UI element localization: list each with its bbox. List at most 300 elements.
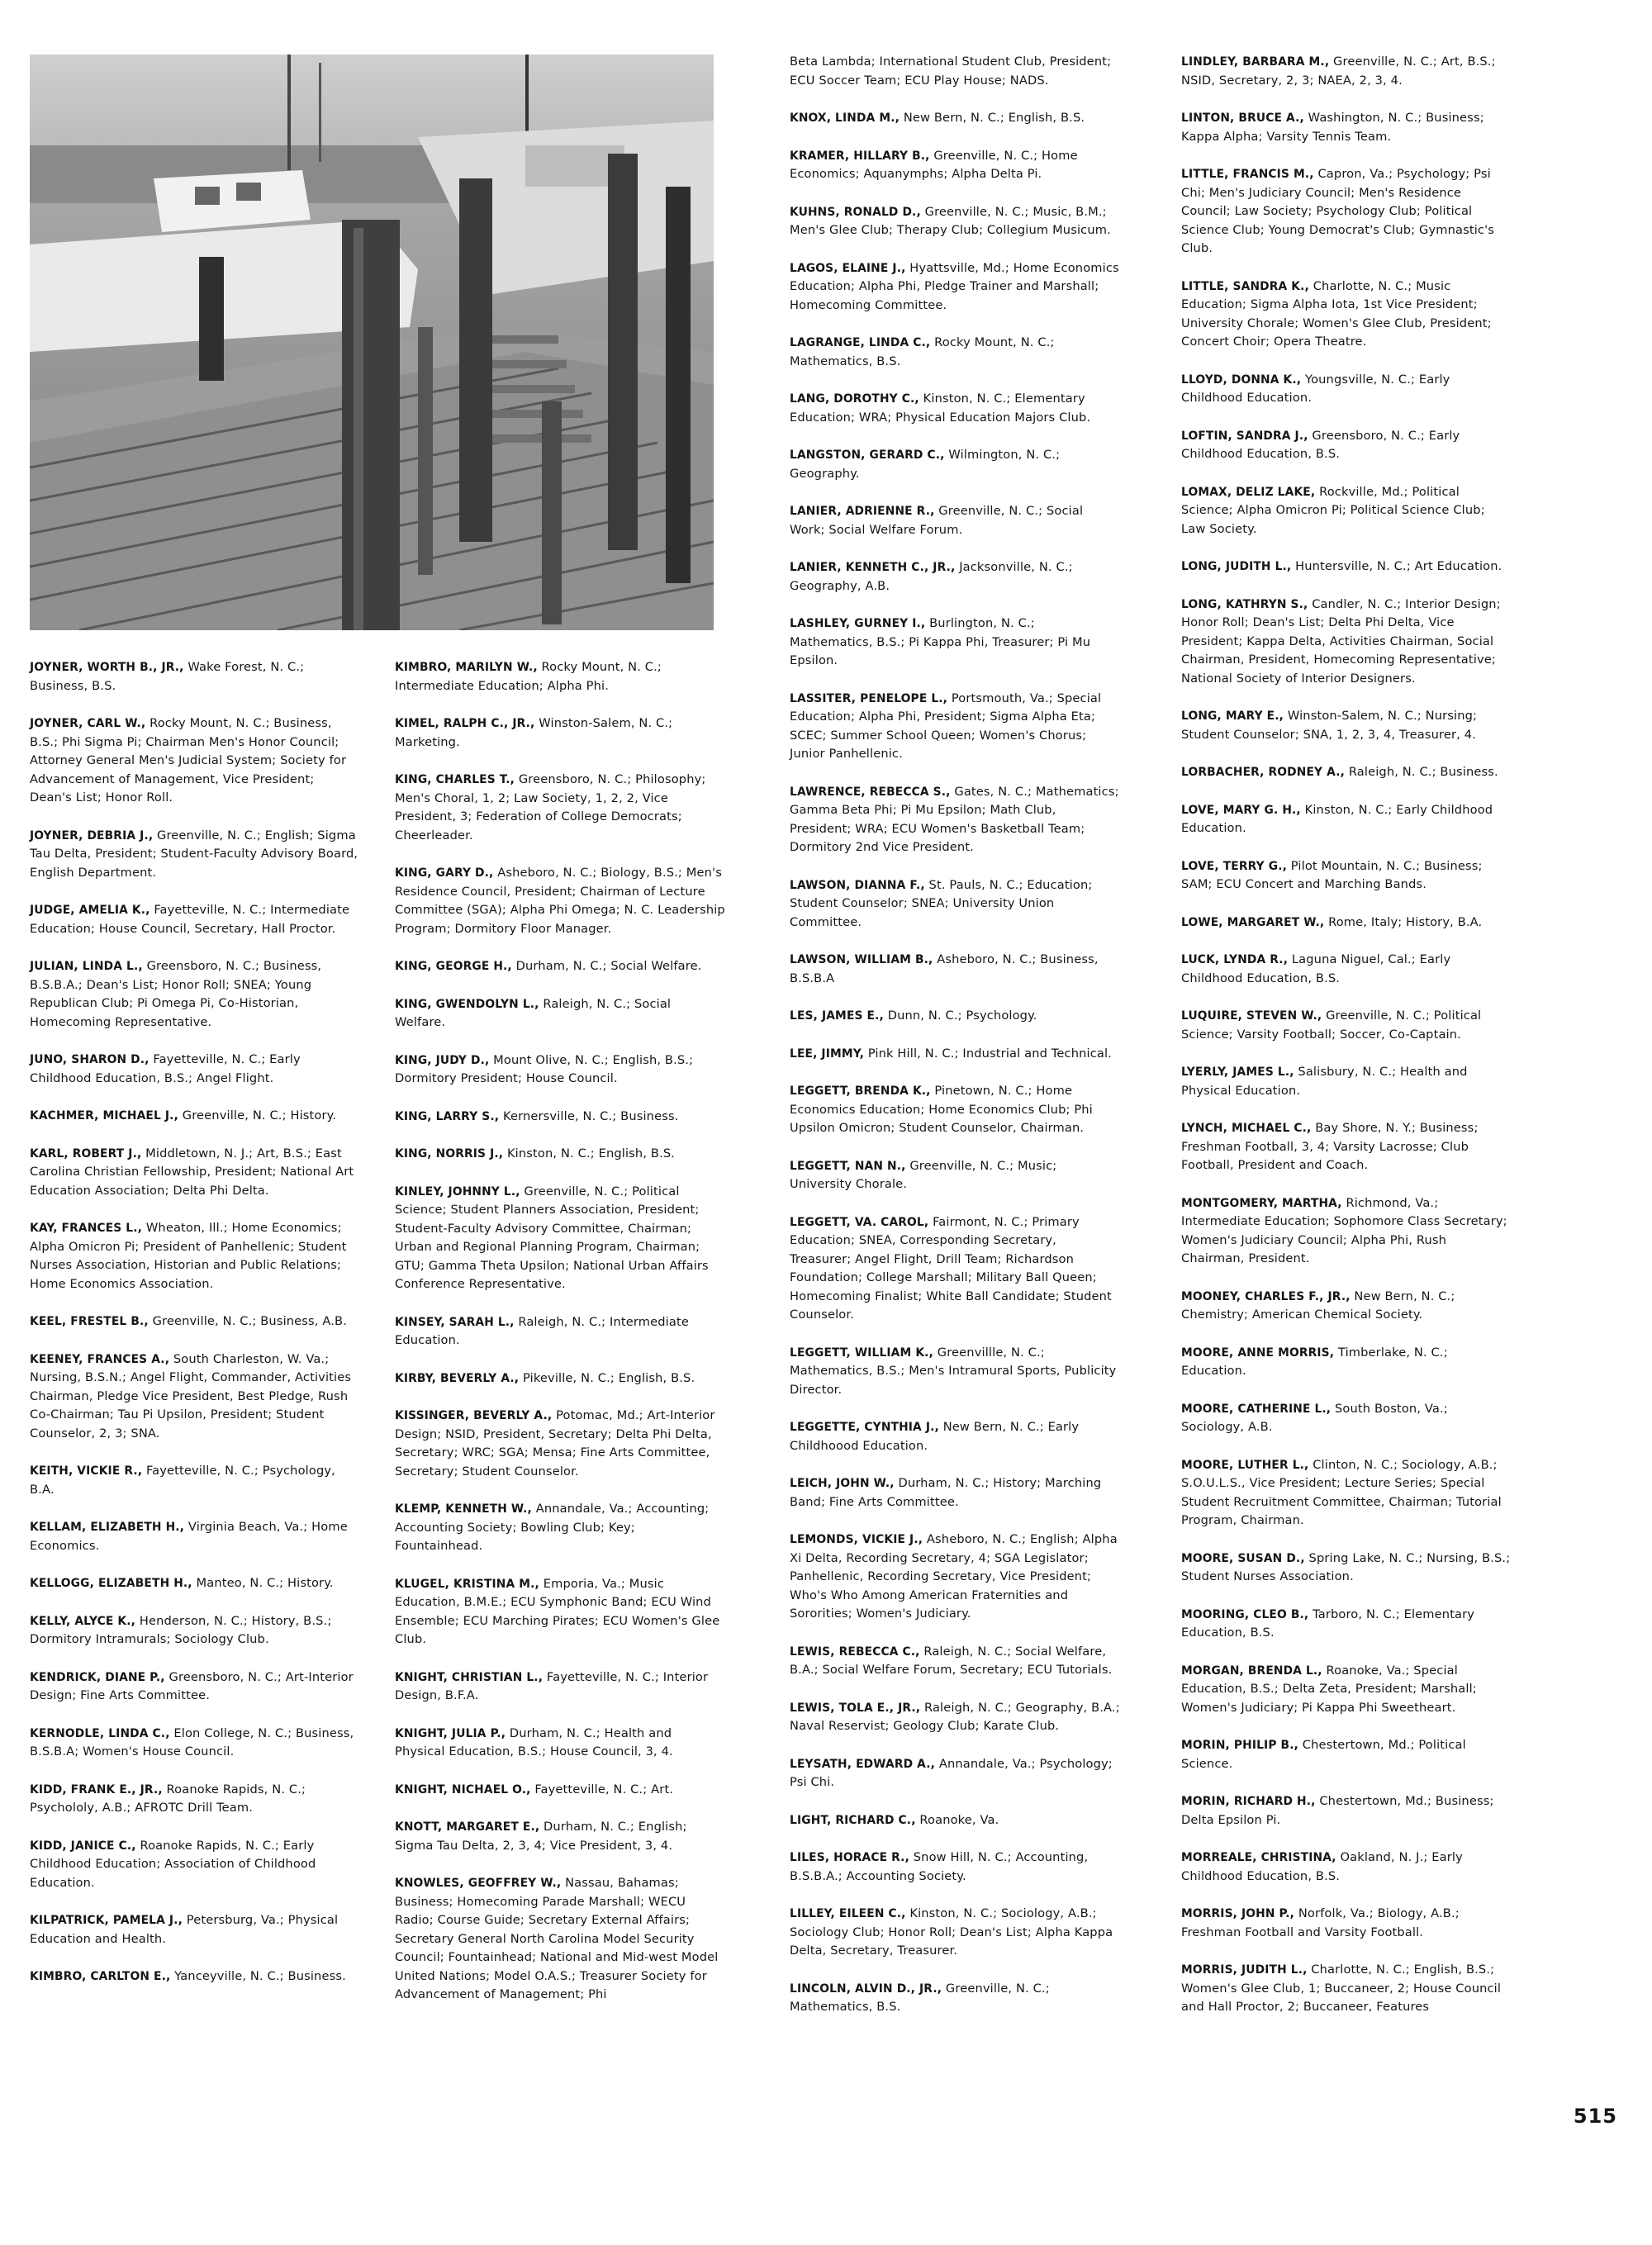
directory-entry	[790, 203, 1120, 240]
dock-boats-image	[30, 55, 714, 630]
directory-entry	[30, 1219, 360, 1293]
entry-name: LANGSTON, GERARD C.,	[790, 449, 945, 462]
entry-name: KING, GARY D.,	[395, 866, 494, 880]
entry-name: LORBACHER, RODNEY A.,	[1181, 766, 1346, 779]
entry-details: Kinston, N. C.; Early Childhood Education.	[1181, 802, 1493, 835]
entry-details: Petersburg, Va.; Physical Education and Health.	[30, 1913, 339, 1946]
entry-name: LLOYD, DONNA K.,	[1181, 373, 1302, 387]
entry-details: Wheaton, Ill.; Home Economics; Alpha Omicron Pi; President of Panhellenic; Student Nurses Association, Historian and Public Relations; Home Economics Association.	[30, 1221, 347, 1291]
entry-name: LEYSATH, EDWARD A.,	[790, 1757, 936, 1771]
directory-entry	[395, 864, 725, 938]
entry-name: LEWIS, TOLA E., JR.,	[790, 1701, 921, 1715]
directory-entry	[790, 1344, 1120, 1400]
entry-details: Charlotte, N. C.; Music Education; Sigma Alpha Iota, 1st Vice President; University Chorale; Women's Glee Club, President; Concert Choir; Opera Theatre.	[1181, 278, 1492, 349]
entry-name: LIGHT, RICHARD C.,	[790, 1813, 916, 1827]
entry-name: KELLOGG, ELIZABETH H.,	[30, 1577, 192, 1590]
column-1	[30, 658, 360, 2005]
directory-entry	[30, 1312, 360, 1331]
entry-name: LINDLEY, BARBARA M.,	[1181, 55, 1330, 69]
entry-details: Emporia, Va.; Music Education, B.M.E.; ECU Symphonic Band; ECU Wind Ensemble; ECU Marching Pirates; ECU Women's Glee Club.	[395, 1576, 720, 1646]
entry-details: Raleigh, N. C.; Geography, B.A.; Naval Reservist; Geology Club; Karate Club.	[790, 1700, 1120, 1733]
entry-details: Wake Forest, N. C.; Business, B.S.	[30, 660, 305, 693]
entry-name: LONG, KATHRYN S.,	[1181, 597, 1308, 611]
entry-details: Greenville, N. C.; English; Sigma Tau Delta, President; Student-Faculty Advisory Board, English Department.	[30, 828, 358, 880]
entry-details: Asheboro, N. C.; Business, B.S.B.A	[790, 952, 1099, 985]
entry-details: Pink Hill, N. C.; Industrial and Technical.	[867, 1046, 1112, 1061]
directory-entry	[790, 1213, 1120, 1325]
entry-details: Snow Hill, N. C.; Accounting, B.S.B.A.; Accounting Society.	[790, 1850, 1089, 1883]
entry-details: Greenville, N. C.; Political Science; Student Planners Association, President; Student-Faculty Advisory Committee, Chairman; Urban and Regional Planning Program, Chairman; GTU; Gamma Theta Upsilon; National Urban Affairs Conference Representative.	[395, 1184, 709, 1291]
entry-name: LOVE, MARY G. H.,	[1181, 803, 1301, 817]
directory-entry	[395, 1145, 725, 1164]
entry-details: Henderson, N. C.; History, B.S.; Dormitory Intramurals; Sociology Club.	[30, 1613, 332, 1646]
directory-entry	[1181, 53, 1512, 90]
directory-entry	[30, 1612, 360, 1649]
entry-name: LAWRENCE, REBECCA S.,	[790, 785, 951, 799]
entry-name: KIMBRO, CARLTON E.,	[30, 1970, 171, 1983]
directory-entry	[395, 714, 725, 752]
entry-details: New Bern, N. C.; Chemistry; American Chemical Society.	[1181, 1289, 1455, 1322]
directory-entry	[790, 951, 1120, 988]
directory-entry	[1181, 1905, 1512, 1942]
directory-entry	[30, 1051, 360, 1088]
directory-entry	[790, 615, 1120, 671]
directory-entry	[30, 1574, 360, 1593]
directory-entry	[395, 1668, 725, 1706]
entry-details: South Boston, Va.; Sociology, A.B.	[1181, 1401, 1448, 1434]
directory-entry	[30, 901, 360, 938]
entry-name: KELLAM, ELIZABETH H.,	[30, 1521, 185, 1534]
directory-entry	[30, 1107, 360, 1126]
entry-name: LINTON, BRUCE A.,	[1181, 112, 1304, 125]
entry-name: LEGGETT, NAN N.,	[790, 1159, 906, 1173]
entry-details: Fayetteville, N. C.; Intermediate Education; House Council, Secretary, Hall Proctor.	[30, 903, 350, 936]
entry-details: Manteo, N. C.; History.	[196, 1576, 334, 1590]
directory-entry	[30, 1518, 360, 1555]
entry-details: Wilmington, N. C.; Geography.	[790, 448, 1061, 481]
entry-details: Fayetteville, N. C.; Psychology, B.A.	[30, 1464, 335, 1497]
entry-details: Gates, N. C.; Mathematics; Gamma Beta Phi; Pi Mu Epsilon; Math Club, President; WRA; ECU Women's Basketball Team; Dormitory 2nd Vice President.	[790, 784, 1119, 854]
entry-name: KINSEY, SARAH L.,	[395, 1315, 515, 1329]
entry-details: St. Pauls, N. C.; Education; Student Counselor; SNEA; University Union Committee.	[790, 877, 1093, 929]
entry-name: LONG, JUDITH L.,	[1181, 560, 1292, 573]
entry-details: Chestertown, Md.; Business; Delta Epsilon Pi.	[1181, 1794, 1494, 1827]
entry-details: Chestertown, Md.; Political Science.	[1181, 1738, 1466, 1771]
directory-entry	[395, 1108, 725, 1127]
entry-details: Nassau, Bahamas; Business; Homecoming Parade Marshall; WECU Radio; Course Guide; Secretary External Affairs; Secretary General North Carolina Model Security Council; Fountainhead; National and Mid-west Model United Nations; Model O.A.S.; Treasurer Society for Advancement of Management; Phi	[395, 1876, 719, 2001]
entry-details: Kinston, N. C.; Elementary Education; WRA; Physical Education Majors Club.	[790, 392, 1091, 425]
directory-entry	[1181, 1606, 1512, 1643]
entry-name: LEMONDS, VICKIE J.,	[790, 1533, 923, 1546]
entry-details: Rocky Mount, N. C.; Business, B.S.; Phi Sigma Pi; Chairman Men's Honor Council; Attorney General Men's Judicial System; Society for Advancement of Management, Vice President; Dean's List; Honor Roll.	[30, 716, 347, 804]
entry-details: Raleigh, N. C.; Social Welfare, B.A.; Social Welfare Forum, Secretary; ECU Tutorials.	[790, 1644, 1113, 1677]
directory-entry	[790, 390, 1120, 427]
directory-entry	[30, 658, 360, 695]
directory-entry	[395, 1407, 725, 1481]
entry-details: Salisbury, N. C.; Health and Physical Education.	[1181, 1065, 1468, 1098]
entry-name: KIMBRO, MARILYN W.,	[395, 661, 538, 674]
entry-name: LUCK, LYNDA R.,	[1181, 953, 1289, 966]
entry-name: KRAMER, HILLARY B.,	[790, 149, 930, 163]
entry-name: LEGGETTE, CYNTHIA J.,	[790, 1421, 939, 1434]
entry-details: Richmond, Va.; Intermediate Education; Sophomore Class Secretary; Women's Judiciary Council; Alpha Phi, Rush Chairman, President.	[1181, 1195, 1507, 1265]
entry-name: JUDGE, AMELIA K.,	[30, 904, 150, 917]
entry-name: LONG, MARY E.,	[1181, 710, 1284, 723]
directory-entry	[1181, 1063, 1512, 1100]
entry-details: Capron, Va.; Psychology; Psi Chi; Men's Judiciary Council; Men's Residence Council; Law Society; Psychology Club; Political Science Club; Young Democrat's Club; Gymnastic's Club.	[1181, 167, 1495, 255]
entry-details: Roanoke, Va.	[919, 1812, 999, 1827]
entry-details: Greenville, N. C.; Social Work; Social Welfare Forum.	[790, 504, 1084, 537]
entry-details: Annandale, Va.; Accounting; Accounting Society; Bowling Club; Key; Fountainhead.	[395, 1502, 710, 1553]
directory-entry	[1181, 165, 1512, 259]
directory-entry	[30, 1145, 360, 1201]
entry-details: Rockville, Md.; Political Science; Alpha Omicron Pi; Political Science Club; Law Society.	[1181, 484, 1485, 536]
entry-name: KIMEL, RALPH C., JR.,	[395, 717, 535, 730]
column-4	[1181, 53, 1512, 2036]
entry-name: KILPATRICK, PAMELA J.,	[30, 1914, 183, 1927]
entry-name: MOORE, CATHERINE L.,	[1181, 1402, 1332, 1416]
entry-name: KNOX, LINDA M.,	[790, 112, 900, 125]
entry-details: Huntersville, N. C.; Art Education.	[1295, 559, 1502, 573]
entry-name: KING, LARRY S.,	[395, 1109, 500, 1123]
entry-details: Greenville, N. C.; Mathematics, B.S.	[790, 1981, 1050, 2014]
directory-entry	[1181, 1007, 1512, 1044]
entry-name: LEICH, JOHN W.,	[790, 1477, 895, 1490]
entry-details: Yanceyville, N. C.; Business.	[174, 1969, 346, 1983]
directory-entry	[790, 1811, 1120, 1830]
entry-name: LASHLEY, GURNEY I.,	[790, 617, 926, 630]
entry-name: LANG, DOROTHY C.,	[790, 392, 919, 406]
entry-name: KAY, FRANCES L.,	[30, 1222, 143, 1235]
entry-name: KING, GWENDOLYN L.,	[395, 997, 539, 1011]
entry-name: JOYNER, WORTH B., JR.,	[30, 661, 184, 674]
directory-entry	[395, 1575, 725, 1649]
entry-name: KIRBY, BEVERLY A.,	[395, 1371, 520, 1385]
entry-name: LEGGETT, BRENDA K.,	[790, 1085, 931, 1098]
entry-name: MOORE, SUSAN D.,	[1181, 1551, 1305, 1565]
directory-entry	[1181, 707, 1512, 744]
entry-name: LITTLE, FRANCIS M.,	[1181, 168, 1314, 181]
entry-name: LITTLE, SANDRA K.,	[1181, 279, 1309, 293]
entry-name: KNIGHT, NICHAEL O.,	[395, 1782, 531, 1796]
directory-entry	[30, 957, 360, 1032]
entry-name: LEGGETT, VA. CAROL,	[790, 1215, 929, 1229]
directory-entry	[1181, 801, 1512, 838]
entry-details: Norfolk, Va.; Biology, A.B.; Freshman Football and Varsity Football.	[1181, 1906, 1460, 1939]
entry-details: Durham, N. C.; History; Marching Band; Fine Arts Committee.	[790, 1476, 1102, 1509]
directory-entry	[790, 1905, 1120, 1961]
entry-details: Spring Lake, N. C.; Nursing, B.S.; Student Nurses Association.	[1181, 1550, 1511, 1583]
entry-details: Virginia Beach, Va.; Home Economics.	[30, 1520, 348, 1553]
directory-entry	[790, 1474, 1120, 1512]
entry-details: Portsmouth, Va.; Special Education; Alpha Phi, President; Sigma Alpha Eta; SCEC; Summer School Queen; Women's Chorus; Junior Panhellenic.	[790, 691, 1102, 761]
entry-details: Greenville, N. C.; Music, B.M.; Men's Glee Club; Therapy Club; Collegium Musicum.	[790, 204, 1111, 237]
entry-details: Pilot Mountain, N. C.; Business; SAM; ECU Concert and Marching Bands.	[1181, 858, 1483, 891]
directory-entry	[1181, 1961, 1512, 2017]
directory-entry	[790, 1531, 1120, 1624]
entry-name: JOYNER, CARL W.,	[30, 717, 146, 730]
entry-name: LAGRANGE, LINDA C.,	[790, 336, 931, 349]
entry-details: Greenville, N. C.; Political Science; Varsity Football; Soccer, Co-Captain.	[1181, 1009, 1482, 1042]
entry-name: KINLEY, JOHNNY L.,	[395, 1184, 520, 1198]
entry-details: Rocky Mount, N. C.; Mathematics, B.S.	[790, 335, 1055, 368]
directory-entry	[790, 1157, 1120, 1194]
entry-name: KEITH, VICKIE R.,	[30, 1464, 143, 1478]
directory-entry	[30, 1781, 360, 1818]
entry-details: Pinetown, N. C.; Home Economics Education; Home Economics Club; Phi Upsilon Omicron; Student Counselor, Chairman.	[790, 1084, 1093, 1135]
directory-entry	[1181, 371, 1512, 408]
entry-name: KLEMP, KENNETH W.,	[395, 1502, 532, 1516]
entry-details: Charlotte, N. C.; English, B.S.; Women's Glee Club, 1; Buccaneer, 2; House Council and Hall Proctor, 2; Buccaneer, Features	[1181, 1963, 1502, 2014]
column-2	[395, 658, 725, 2024]
directory-entry	[1181, 1400, 1512, 1437]
directory-entry	[395, 1369, 725, 1388]
column-3	[790, 53, 1120, 2036]
entry-details: Greensboro, N. C.; Philosophy; Men's Choral, 1, 2; Law Society, 1, 2, 2, Vice President, 3; Federation of College Democrats; Cheerleader.	[395, 772, 706, 842]
entry-details: Beta Lambda; International Student Club, President; ECU Soccer Team; ECU Play House; NADS.	[790, 55, 1112, 88]
entry-details: Jacksonville, N. C.; Geography, A.B.	[790, 560, 1073, 593]
entry-name: LYNCH, MICHAEL C.,	[1181, 1122, 1312, 1135]
entry-details: Elon College, N. C.; Business, B.S.B.A; Women's House Council.	[30, 1725, 354, 1759]
directory-entry	[1181, 763, 1512, 782]
directory-entry	[395, 1874, 725, 2005]
harbor-dock-photo	[30, 55, 714, 630]
directory-entry	[30, 827, 360, 883]
entry-name: KNOWLES, GEOFFREY W.,	[395, 1877, 562, 1890]
entry-details: Raleigh, N. C.; Business.	[1348, 765, 1498, 779]
directory-entry	[395, 658, 725, 695]
directory-entry	[30, 1911, 360, 1948]
entry-name: LUQUIRE, STEVEN W.,	[1181, 1009, 1322, 1023]
page-number: 515	[1573, 2105, 1617, 2128]
entry-name: KING, NORRIS J.,	[395, 1147, 504, 1160]
directory-entry	[1181, 427, 1512, 464]
entry-name: KIDD, JANICE C.,	[30, 1839, 136, 1853]
entry-details: Clinton, N. C.; Sociology, A.B.; S.O.U.L.S., Vice President; Lecture Series; Special Student Recruitment Committee, Chairman; Tutorial Program, Chairman.	[1181, 1457, 1502, 1527]
directory-entry	[1181, 857, 1512, 895]
entry-name: JULIAN, LINDA L.,	[30, 960, 143, 973]
entry-name: LAWSON, DIANNA F.,	[790, 878, 925, 892]
directory-entry	[395, 1781, 725, 1800]
directory-entry	[790, 1980, 1120, 2017]
entry-name: KELLY, ALYCE K.,	[30, 1614, 136, 1628]
entry-details: Fayetteville, N. C.; Early Childhood Education, B.S.; Angel Flight.	[30, 1052, 301, 1085]
directory-entry	[30, 1967, 360, 1986]
directory-entry	[30, 1837, 360, 1893]
entry-name: MORREALE, CHRISTINA,	[1181, 1851, 1336, 1864]
directory-entry	[790, 876, 1120, 933]
entry-details: Greenville, N. C.; Business, A.B.	[152, 1314, 348, 1328]
entry-details: Roanoke Rapids, N. C.; Early Childhood Education; Association of Childhood Education.	[30, 1838, 316, 1890]
entry-name: MORIN, RICHARD H.,	[1181, 1795, 1316, 1808]
entry-name: MOORE, LUTHER L.,	[1181, 1458, 1309, 1472]
directory-entry	[1181, 1736, 1512, 1773]
directory-entry	[30, 714, 360, 808]
directory-entry	[790, 1643, 1120, 1680]
entry-details: Rocky Mount, N. C.; Intermediate Education; Alpha Phi.	[395, 660, 662, 693]
entry-details: New Bern, N. C.; Early Childhoood Education.	[790, 1420, 1080, 1453]
directory-entry	[790, 1849, 1120, 1886]
entry-details: Raleigh, N. C.; Social Welfare.	[395, 996, 672, 1029]
directory-entry	[1181, 1194, 1512, 1269]
entry-name: MOONEY, CHARLES F., JR.,	[1181, 1289, 1351, 1303]
directory-entry	[395, 771, 725, 845]
directory-entry	[1181, 1119, 1512, 1175]
entry-details: Dunn, N. C.; Psychology.	[887, 1009, 1037, 1023]
directory-entry	[790, 1699, 1120, 1736]
entry-details: Tarboro, N. C.; Elementary Education, B.S.	[1181, 1607, 1475, 1640]
directory-entry	[30, 1668, 360, 1706]
entry-name: LAGOS, ELAINE J.,	[790, 261, 906, 275]
entry-details: Greenville, N. C.; Music; University Chorale.	[790, 1158, 1057, 1191]
entry-name: LOMAX, DELIZ LAKE,	[1181, 485, 1316, 499]
directory-entry	[790, 1418, 1120, 1455]
entry-details: Mount Olive, N. C.; English, B.S.; Dormitory President; House Council.	[395, 1052, 694, 1085]
entry-details: Oakland, N. J.; Early Childhood Education, B.S.	[1181, 1850, 1463, 1883]
directory-entry	[790, 558, 1120, 596]
entry-details: Rome, Italy; History, B.A.	[1328, 914, 1483, 929]
entry-name: MORRIS, JOHN P.,	[1181, 1907, 1295, 1920]
directory-entry	[30, 1725, 360, 1762]
entry-details: Durham, N. C.; Health and Physical Education, B.S.; House Council, 3, 4.	[395, 1725, 673, 1759]
entry-name: LANIER, ADRIENNE R.,	[790, 505, 935, 518]
entry-name: KNIGHT, JULIA P.,	[395, 1726, 506, 1740]
entry-details: Kinston, N. C.; Sociology, A.B.; Sociology Club; Honor Roll; Dean's List; Alpha Kappa Delta, Secretary, Treasurer.	[790, 1906, 1113, 1958]
entry-name: LOFTIN, SANDRA J.,	[1181, 429, 1308, 443]
entry-name: LAWSON, WILLIAM B.,	[790, 953, 933, 966]
entry-name: LOWE, MARGARET W.,	[1181, 915, 1325, 929]
entry-name: KEENEY, FRANCES A.,	[30, 1352, 170, 1366]
entry-name: KING, JUDY D.,	[395, 1053, 490, 1067]
entry-details: Fairmont, N. C.; Primary Education; SNEA, Corresponding Secretary, Treasurer; Angel Flight, Drill Team; Richardson Foundation; College Marshall; Military Ball Queen; Homecoming Finalist; White Ball Candidate; Student Counselor.	[790, 1214, 1112, 1322]
directory-entry	[1181, 596, 1512, 689]
directory-entry	[1181, 1288, 1512, 1325]
entry-name: MORIN, PHILIP B.,	[1181, 1739, 1298, 1752]
entry-name: LEWIS, REBECCA C.,	[790, 1645, 920, 1659]
entry-name: LINCOLN, ALVIN D., JR.,	[790, 1982, 942, 1996]
directory-entry	[1181, 914, 1512, 933]
entry-name: KUHNS, RONALD D.,	[790, 205, 921, 219]
directory-entry	[395, 995, 725, 1032]
entry-details: Timberlake, N. C.; Education.	[1181, 1345, 1448, 1378]
entry-name: LANIER, KENNETH C., JR.,	[790, 561, 956, 574]
entry-details: Winston-Salem, N. C.; Marketing.	[395, 716, 673, 749]
entry-details: Annandale, Va.; Psychology; Psi Chi.	[790, 1756, 1113, 1789]
entry-name: JOYNER, DEBRIA J.,	[30, 828, 154, 842]
entry-name: KACHMER, MICHAEL J.,	[30, 1109, 178, 1122]
entry-details: Asheboro, N. C.; Biology, B.S.; Men's Residence Council, President; Chairman of Lecture Committee (SGA); Alpha Phi Omega; N. C. Leadership Program; Dormitory Floor Manager.	[395, 866, 725, 936]
entry-details: Greensboro, N. C.; Business, B.S.B.A.; Dean's List; Honor Roll; SNEA; Young Republican Club; Pi Omega Pi, Co-Historian, Homecoming Representative.	[30, 959, 322, 1029]
entry-details: Youngsville, N. C.; Early Childhood Education.	[1181, 372, 1450, 405]
entry-details: Greenville, N. C.; History.	[182, 1108, 337, 1122]
directory-entry	[790, 1007, 1120, 1026]
entry-name: JUNO, SHARON D.,	[30, 1053, 150, 1066]
entry-details: Laguna Niguel, Cal.; Early Childhood Education, B.S.	[1181, 952, 1451, 985]
directory-entry	[1181, 951, 1512, 988]
entry-name: KLUGEL, KRISTINA M.,	[395, 1577, 539, 1591]
directory-entry	[395, 1313, 725, 1350]
directory-entry	[790, 109, 1120, 128]
directory-entry	[790, 783, 1120, 857]
directory-entry	[1181, 1792, 1512, 1830]
entry-name: LEGGETT, WILLIAM K.,	[790, 1346, 933, 1360]
directory-entry	[790, 690, 1120, 764]
entry-details: Roanoke Rapids, N. C.; Psychololy, A.B.; AFROTC Drill Team.	[30, 1782, 306, 1815]
entry-name: MONTGOMERY, MARTHA,	[1181, 1196, 1342, 1210]
directory-entry	[1181, 1550, 1512, 1587]
entry-name: LILLEY, EILEEN C.,	[790, 1907, 906, 1920]
entry-details: Greensboro, N. C.; Early Childhood Education, B.S.	[1181, 428, 1460, 461]
directory-entry	[395, 1725, 725, 1762]
directory-entry	[1181, 483, 1512, 539]
directory-entry	[790, 1755, 1120, 1792]
entry-details: New Bern, N. C.; English, B.S.	[903, 111, 1085, 125]
directory-entry	[790, 259, 1120, 316]
directory-entry	[1181, 1849, 1512, 1886]
directory-entry	[1181, 278, 1512, 352]
entry-details: Bay Shore, N. Y.; Business; Freshman Football, 3, 4; Varsity Lacrosse; Club Football, President and Coach.	[1181, 1121, 1479, 1172]
directory-entry	[790, 502, 1120, 539]
entry-details: Kinston, N. C.; English, B.S.	[506, 1146, 676, 1160]
entry-details: Washington, N. C.; Business; Kappa Alpha; Varsity Tennis Team.	[1181, 111, 1484, 144]
entry-details: Burlington, N. C.; Mathematics, B.S.; Pi Kappa Phi, Treasurer; Pi Mu Epsilon.	[790, 616, 1091, 667]
entry-details: Fayetteville, N. C.; Interior Design, B.F.A.	[395, 1669, 709, 1702]
entry-details: Roanoke, Va.; Special Education, B.S.; Delta Zeta, President; Marshall; Women's Judiciary; Pi Kappa Phi Sweetheart.	[1181, 1663, 1477, 1715]
entry-name: LASSITER, PENELOPE L.,	[790, 691, 948, 705]
entry-name: LILES, HORACE R.,	[790, 1851, 909, 1864]
entry-details: Greenville, N. C.; Home Economics; Aquanymphs; Alpha Delta Pi.	[790, 148, 1078, 181]
entry-name: KING, CHARLES T.,	[395, 773, 515, 786]
directory-entry	[30, 1350, 360, 1444]
directory-entry	[1181, 109, 1512, 146]
entry-name: LOVE, TERRY G.,	[1181, 859, 1287, 873]
entry-name: MOORE, ANNE MORRIS,	[1181, 1346, 1335, 1360]
directory-entry	[790, 147, 1120, 184]
directory-entry	[30, 1462, 360, 1499]
directory-entry	[395, 1183, 725, 1294]
entry-name: KISSINGER, BEVERLY A.,	[395, 1409, 553, 1422]
entry-name: KERNODLE, LINDA C.,	[30, 1726, 170, 1740]
entry-details: Raleigh, N. C.; Intermediate Education.	[395, 1314, 689, 1347]
entry-details: Durham, N. C.; Social Welfare.	[515, 959, 702, 973]
entry-name: LES, JAMES E.,	[790, 1009, 884, 1023]
entry-name: KNIGHT, CHRISTIAN L.,	[395, 1670, 544, 1684]
entry-details: Fayetteville, N. C.; Art.	[534, 1782, 674, 1796]
entry-details: Durham, N. C.; English; Sigma Tau Delta, 2, 3, 4; Vice President, 3, 4.	[395, 1820, 687, 1853]
entry-details: Potomac, Md.; Art-Interior Design; NSID, President, Secretary; Delta Phi Delta, Secretary; WRC; SGA; Mensa; Fine Arts Committee, Secretary; Student Counselor.	[395, 1408, 715, 1478]
directory-entry	[395, 1500, 725, 1556]
entry-name: LEE, JIMMY,	[790, 1047, 865, 1061]
entry-name: KNOTT, MARGARET E.,	[395, 1820, 540, 1834]
directory-entry	[790, 446, 1120, 483]
directory-entry	[790, 1045, 1120, 1064]
entry-name: KARL, ROBERT J.,	[30, 1146, 142, 1160]
entry-details: Hyattsville, Md.; Home Economics Education; Alpha Phi, Pledge Trainer and Marshall; Homecoming Committee.	[790, 260, 1119, 312]
directory-entry	[1181, 1456, 1512, 1531]
directory-entry	[790, 334, 1120, 371]
directory-entry	[395, 1818, 725, 1855]
directory-entry	[1181, 1344, 1512, 1381]
entry-name: KEEL, FRESTEL B.,	[30, 1315, 149, 1328]
entry-details: Greenville, N. C.; Art, B.S.; NSID, Secretary, 2, 3; NAEA, 2, 3, 4.	[1181, 55, 1496, 88]
entry-name: MOORING, CLEO B.,	[1181, 1607, 1309, 1621]
entry-name: KIDD, FRANK E., JR.,	[30, 1782, 163, 1796]
entry-details: Pikeville, N. C.; English, B.S.	[522, 1370, 695, 1385]
directory-entry	[395, 957, 725, 976]
entry-name: KENDRICK, DIANE P.,	[30, 1670, 165, 1684]
entry-details: Candler, N. C.; Interior Design; Honor Roll; Dean's List; Delta Phi Delta, Vice President; Kappa Delta, Activities Chairman, Social Chairman, President, Homecoming Representative; National Society of Interior Designers.	[1181, 596, 1501, 686]
entry-name: MORGAN, BRENDA L.,	[1181, 1664, 1322, 1678]
